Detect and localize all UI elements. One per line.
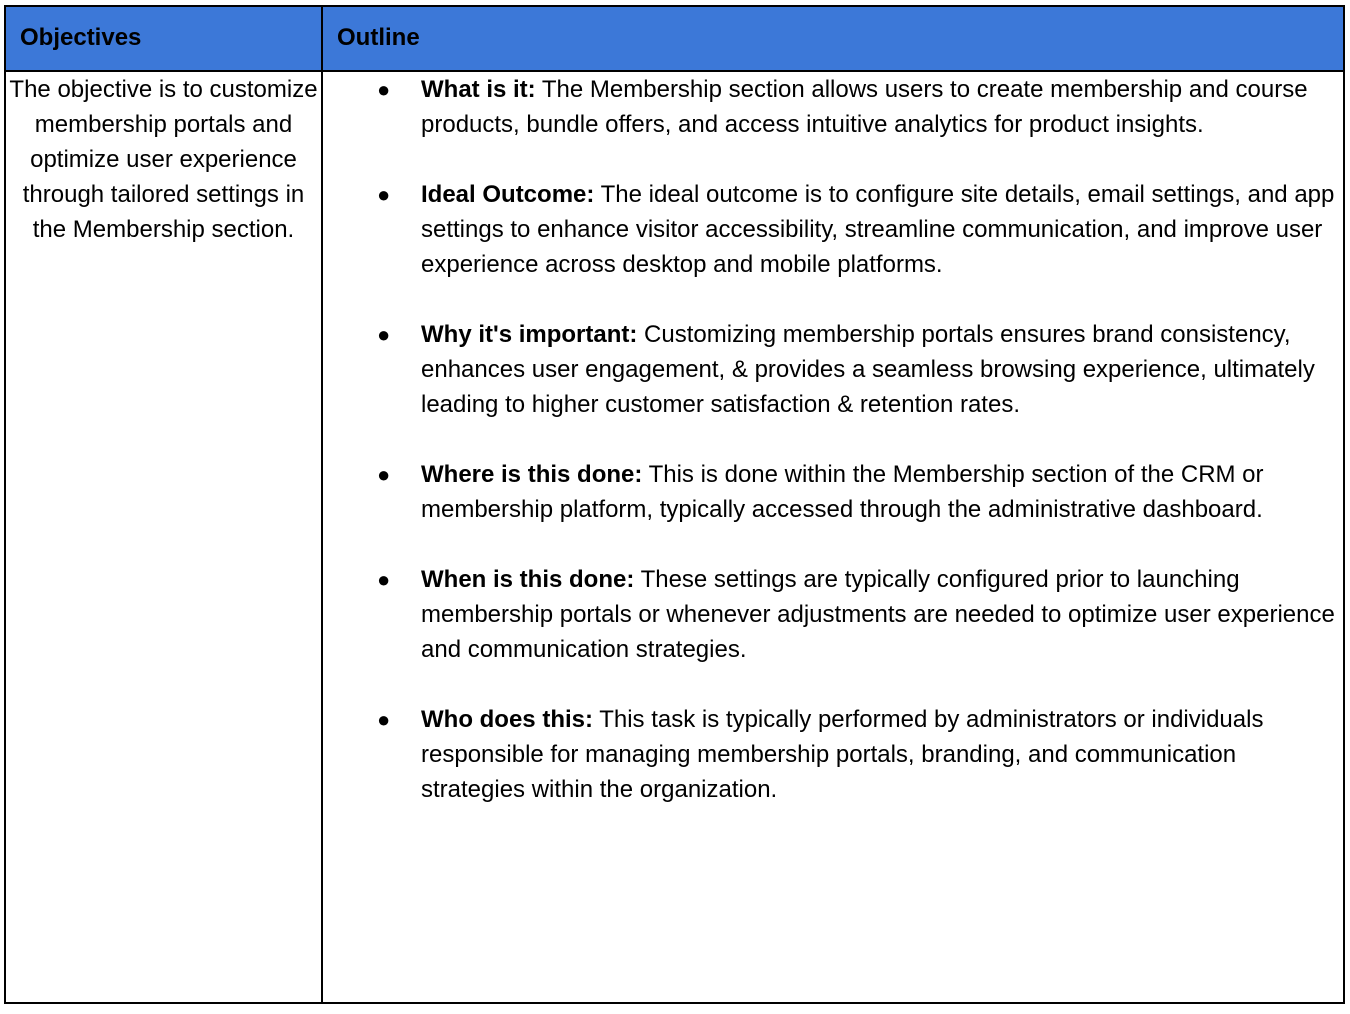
bullet-icon: ●	[377, 322, 391, 347]
table-body-row	[5, 71, 1344, 1003]
outline-header: Outline	[322, 6, 1344, 71]
outline-item-text: Customizing membership portals ensures brand consistency, enhances user engagement, & provides a seamless browsing experience, ultimately leading to higher customer satisfaction & retention rates.	[421, 321, 1315, 418]
outline-item-text: The Membership section allows users to create membership and course products, bundle offers, and access intuitive analytics for product insights.	[421, 76, 1308, 138]
outline-cell	[322, 71, 1344, 1003]
outline-item-text: This task is typically performed by administrators or individuals responsible for managing membership portals, branding, and communication strategies within the organization.	[421, 706, 1264, 803]
outline-item-label: Ideal Outcome:	[421, 181, 595, 208]
outline-item-text: This is done within the Membership section of the CRM or membership platform, typically accessed through the administrative dashboard.	[421, 461, 1264, 523]
outline-item-where-done	[323, 457, 1343, 527]
outline-item-label: Where is this done:	[421, 461, 643, 488]
outline-item-text: These settings are typically configured prior to launching membership portals or whenever adjustments are needed to optimize user experience and communication strategies.	[421, 566, 1335, 663]
outline-item-label: What is it:	[421, 76, 536, 103]
outline-list	[323, 72, 1343, 807]
bullet-icon: ●	[377, 707, 391, 732]
outline-item-ideal-outcome	[323, 177, 1343, 282]
outline-item-who-does	[323, 702, 1343, 807]
bullet-icon: ●	[377, 567, 391, 592]
objectives-outline-table	[4, 5, 1345, 1004]
outline-item-when-done	[323, 562, 1343, 667]
objective-text: The objective is to customize membership portals and optimize user experience through tailored settings in the Membership section.	[9, 76, 318, 243]
outline-item-label: Who does this:	[421, 706, 593, 733]
objective-cell	[5, 71, 322, 1003]
table-header-row	[5, 6, 1344, 71]
outline-item-label: Why it's important:	[421, 321, 638, 348]
outline-item-what-is-it	[323, 72, 1343, 142]
outline-item-text: The ideal outcome is to configure site details, email settings, and app settings to enhance visitor accessibility, streamline communication, and improve user experience across desktop and mobile platforms.	[421, 181, 1335, 278]
bullet-icon: ●	[377, 77, 391, 102]
bullet-icon: ●	[377, 182, 391, 207]
bullet-icon: ●	[377, 462, 391, 487]
objectives-header: Objectives	[5, 6, 322, 71]
outline-item-label: When is this done:	[421, 566, 635, 593]
outline-item-why-important	[323, 317, 1343, 422]
